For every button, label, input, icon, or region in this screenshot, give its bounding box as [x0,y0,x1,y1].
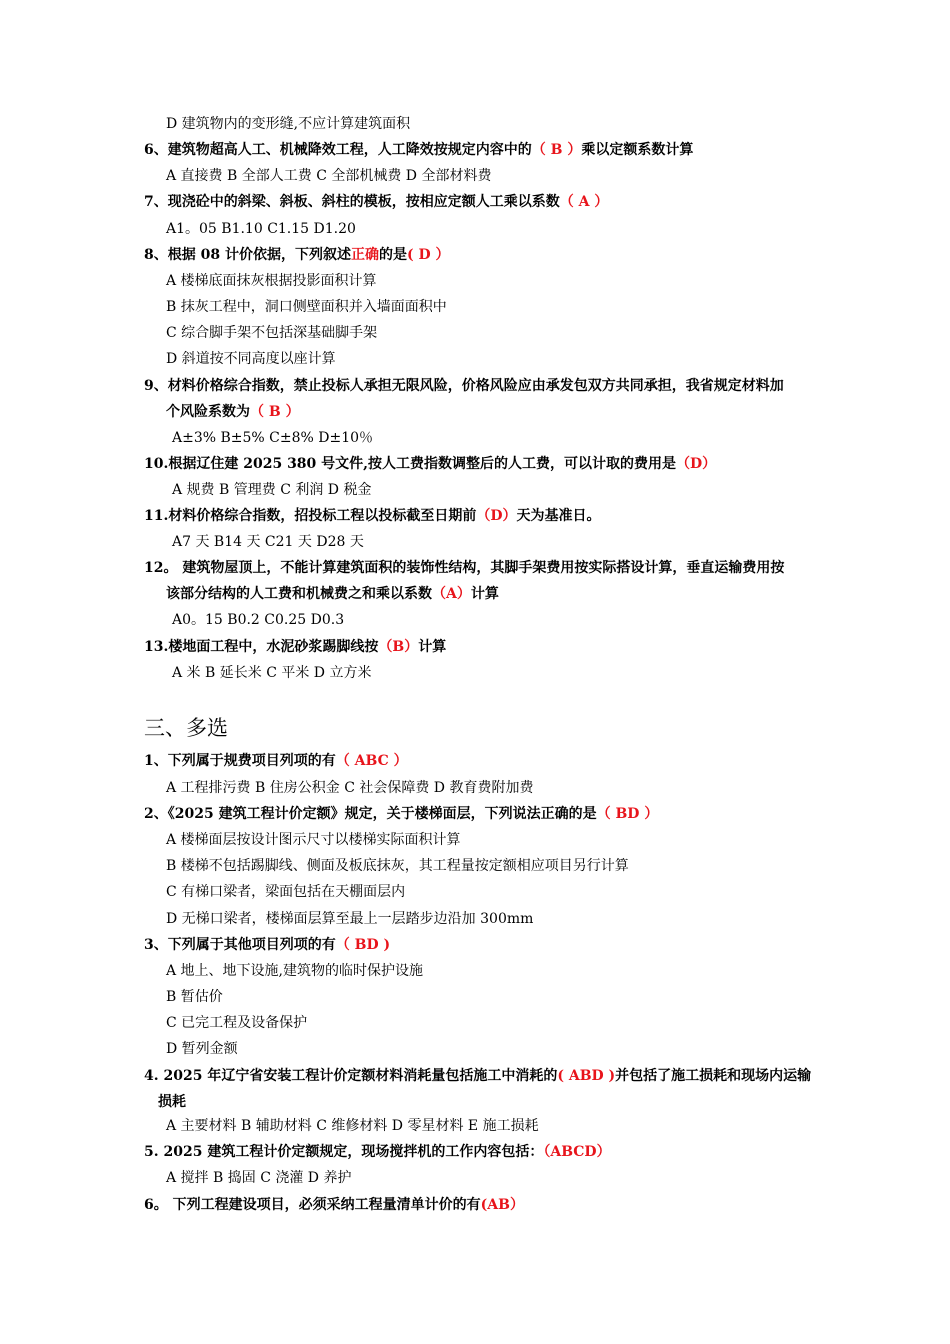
line-text: D 暂列金额 [166,1041,238,1057]
question-line [144,558,784,578]
line-text: 三、多选 [144,716,228,740]
line-text: C 已完工程及设备保护 [166,1015,308,1031]
line-text: A 主要材料 B 辅助材料 C 维修材料 D 零星材料 E 施工损耗 [166,1118,539,1134]
question-line [144,140,693,160]
option-line [166,219,356,239]
section-heading [144,714,228,742]
line-text: A 地上、地下设施,建筑物的临时保护设施 [166,963,424,979]
line-text: 7、现浇砼中的斜梁、斜板、斜柱的模板，按相应定额人工乘以系数 [144,194,560,210]
answer-text: （ B ） [250,404,300,420]
line-text: 并包括了施工损耗和现场内运输 [615,1068,812,1084]
question-line [144,1066,811,1086]
option-line [166,166,492,186]
line-text: 1、下列属于规费项目列项的有 [144,753,336,769]
highlight-text: 正确 [350,247,379,263]
answer-text: （ABCD） [543,1144,611,1160]
option-line [166,1168,352,1188]
line-text: D 无梯口梁者，楼梯面层算至最上一层踏步边沿加 300mm [166,911,534,927]
question-line [158,1092,186,1112]
option-line [172,428,373,448]
line-text: 乘以定额系数计算 [581,142,694,158]
line-text: A 直接费 B 全部人工费 C 全部机械费 D 全部材料费 [166,168,492,184]
answer-text: ( D ） [406,247,450,263]
question-line [144,1142,611,1162]
option-line [166,349,336,369]
question-line [144,1195,524,1215]
line-text: 6、建筑物超高人工、机械降效工程，人工降效按规定内容中的 [144,142,532,158]
line-text: A 米 B 延长米 C 平米 D 立方米 [172,665,372,681]
line-text: 计算 [418,639,447,655]
line-text: A 规费 B 管理费 C 利润 D 税金 [172,482,372,498]
line-text: C 综合脚手架不包括深基础脚手架 [166,325,378,341]
line-text: A 楼梯面层按设计图示尺寸以楼梯实际面积计算 [166,832,461,848]
answer-text: （ B ） [531,142,582,158]
option-line [166,1116,539,1136]
line-text: A 楼梯底面抹灰根据投影面积计算 [166,273,377,289]
line-text: A0。15 B0.2 C0.25 D0.3 [172,612,345,628]
line-text: 13.楼地面工程中，水泥砂浆踢脚线按 [144,639,379,655]
line-text: 8、根据 08 计价依据，下列叙述 [144,247,351,263]
option-line [166,323,377,343]
answer-text: （D） [476,508,517,524]
line-text: 9、材料价格综合指数，禁止投标人承担无限风险，价格风险应由承发包双方共同承担，我省规定材料加 [144,378,784,394]
option-line [166,778,534,798]
option-line [166,882,405,902]
answer-text: （D） [676,456,717,472]
line-text: D 斜道按不同高度以座计算 [166,351,336,367]
line-text: 个风险系数为 [166,404,250,420]
question-line [166,402,300,422]
question-line [144,804,658,824]
line-text: C 有梯口梁者，梁面包括在天棚面层内 [166,884,406,900]
line-text: 3、下列属于其他项目列项的有 [144,937,336,953]
answer-text: (AB） [480,1197,524,1213]
line-text: 2、《2025 建筑工程计价定额》规定，关于楼梯面层，下列说法正确的是 [144,806,597,822]
line-text: B 抹灰工程中，洞口侧壁面积并入墙面面积中 [166,299,447,315]
line-text: B 楼梯不包括踢脚线、侧面及板底抹灰，其工程量按定额相应项目另行计算 [166,858,629,874]
option-line [166,830,461,850]
question-line [144,245,450,265]
line-text: 11.材料价格综合指数，招投标工程以投标截至日期前 [144,508,477,524]
question-line [144,506,601,526]
line-text: A 搅拌 B 捣固 C 浇灌 D 养护 [166,1170,352,1186]
option-line [166,114,410,134]
option-line [166,1013,307,1033]
answer-text: （ BD ） [596,806,659,822]
line-text: 5. 2025 建筑工程计价定额规定，现场搅拌机的工作内容包括： [144,1144,544,1160]
line-text: 的是 [378,247,407,263]
question-line [144,637,446,657]
option-line [166,987,223,1007]
line-text: 计算 [470,586,499,602]
question-line [144,751,408,771]
line-text: A 工程排污费 B 住房公积金 C 社会保障费 D 教育费附加费 [166,780,534,796]
answer-text: （A） [432,586,471,602]
option-line [166,271,377,291]
answer-text: ( ABD ) [557,1068,616,1084]
line-text: 天为基准日。 [516,508,601,524]
question-line [144,192,608,212]
line-text: A±3% B±5% C±8% D±10％ [172,430,374,446]
line-text: 4. 2025 年辽宁省安装工程计价定额材料消耗量包括施工中消耗的 [144,1068,558,1084]
line-text: 6。 下列工程建设项目，必须采纳工程量清单计价的有 [144,1197,481,1213]
option-line [172,480,372,500]
line-text: 10.根据辽住建 2025 380 号文件,按人工费指数调整后的人工费，可以计取的费用是 [144,456,677,472]
line-text: 损耗 [158,1094,186,1110]
option-line [172,610,344,630]
answer-text: （ ABC ） [335,753,408,769]
line-text: D 建筑物内的变形缝,不应计算建筑面积 [166,116,411,132]
line-text: 该部分结构的人工费和机械费之和乘以系数 [166,586,432,602]
question-line [144,454,716,474]
answer-text: （ BD ) [335,937,391,953]
question-line [144,376,784,396]
line-text: 12。 建筑物屋顶上，不能计算建筑面积的装饰性结构，其脚手架费用按实际搭设计算，垂直运输费用按 [144,560,785,576]
option-line [166,1039,238,1059]
line-text: B 暂估价 [166,989,223,1005]
line-text: A7 天 B14 天 C21 天 D28 天 [172,534,364,550]
option-line [172,532,364,552]
line-text: A1。05 B1.10 C1.15 D1.20 [166,221,356,237]
option-line [172,663,372,683]
answer-text: （ A ） [559,194,609,210]
option-line [166,961,423,981]
option-line [166,297,447,317]
option-line [166,909,533,929]
question-line [144,935,390,955]
question-line [166,584,499,604]
answer-text: （B） [378,639,419,655]
option-line [166,856,629,876]
